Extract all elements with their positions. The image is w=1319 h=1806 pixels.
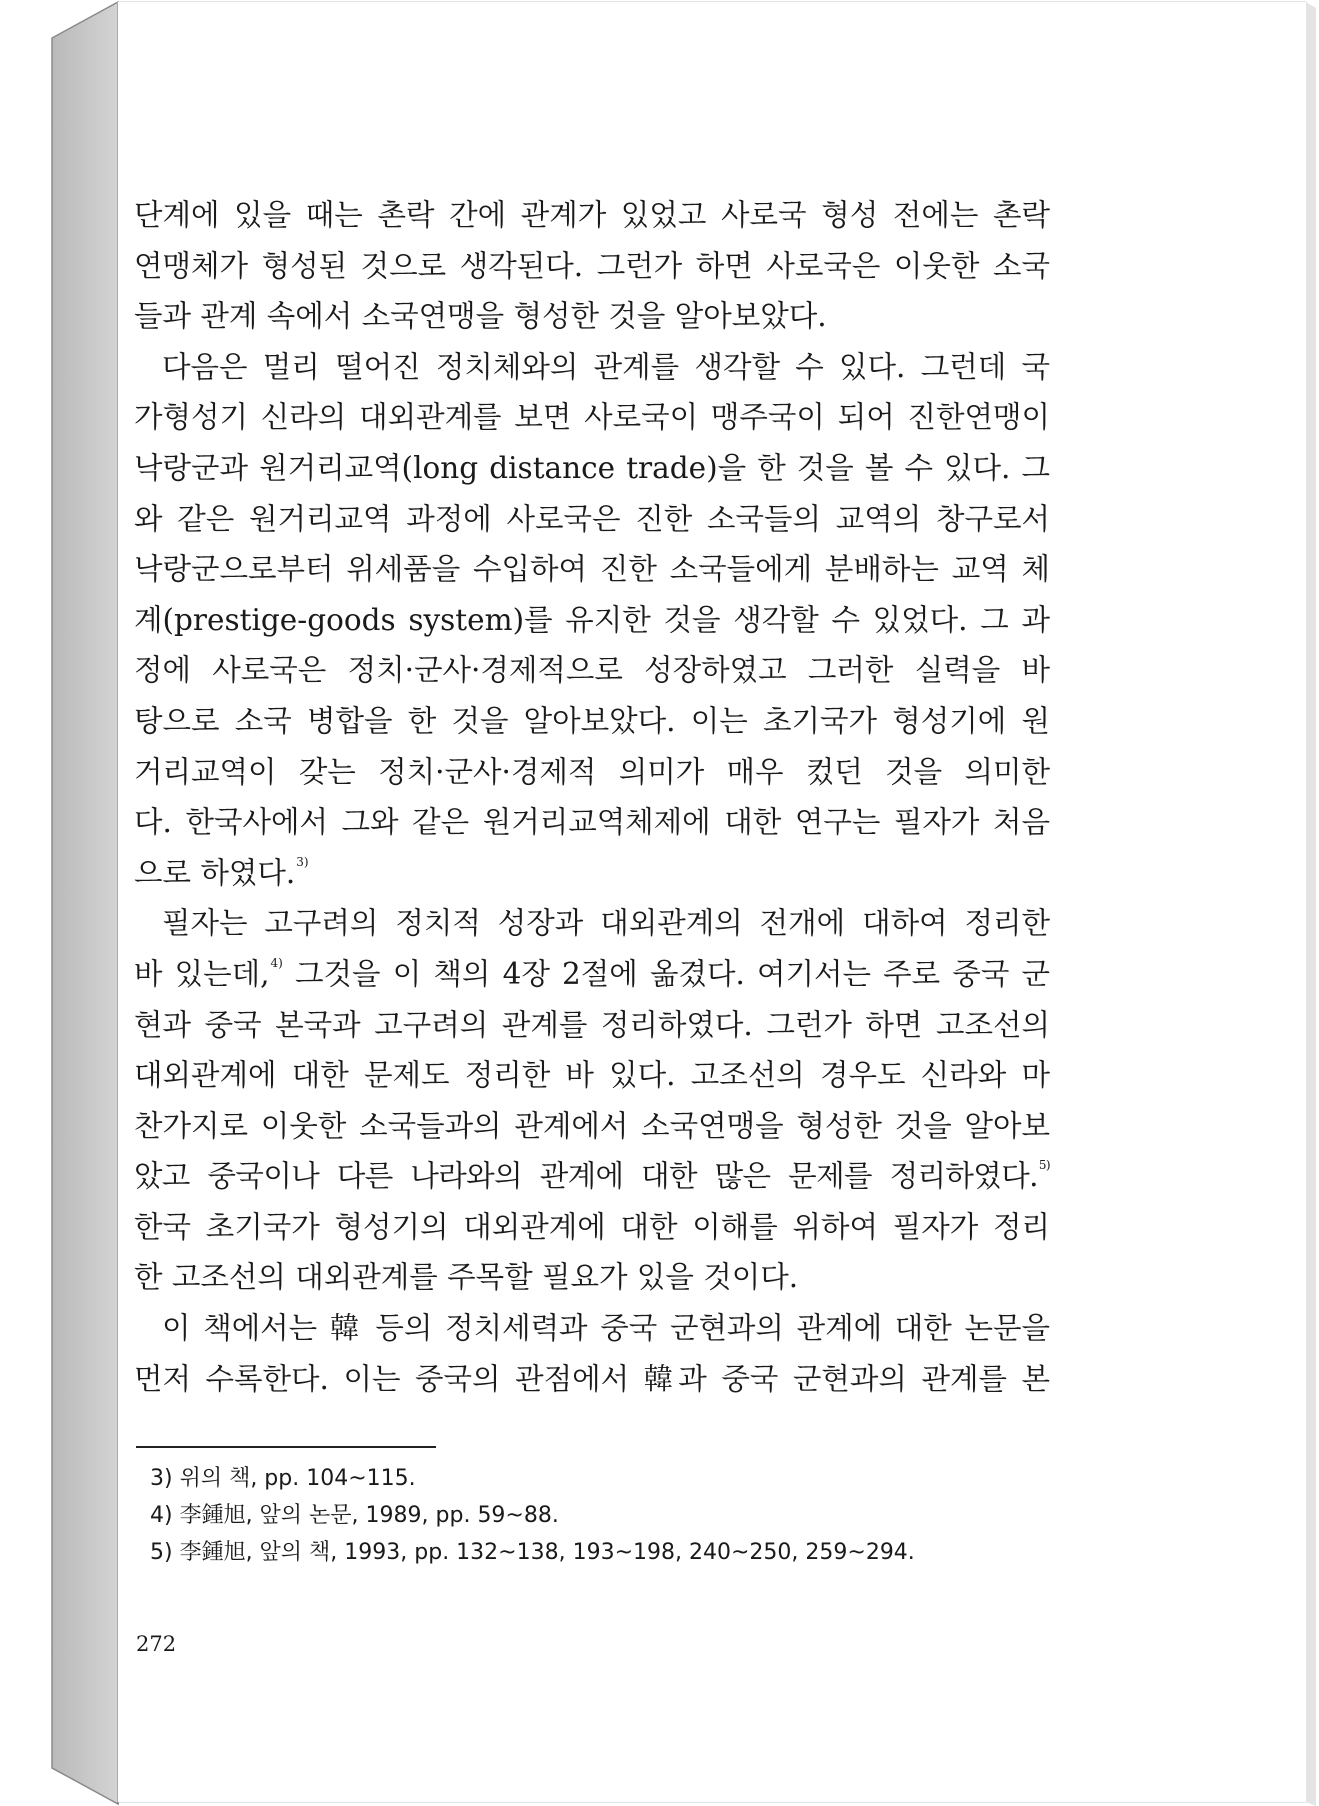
paragraph-2-line-11-text: 으로 하였다. — [134, 855, 296, 890]
paragraph-4-line-2: 먼저 수록한다. 이는 중국의 관점에서 韓과 중국 군현과의 관계를 본 — [134, 1361, 1050, 1396]
footnote-ref-5: 5) — [1038, 1158, 1050, 1173]
paragraph-3-line-4: 대외관계에 대한 문제도 정리한 바 있다. 고조선의 경우도 신라와 마 — [134, 1058, 1050, 1093]
footnote-ref-4: 4) — [270, 955, 283, 970]
paragraph-3-line-6-text: 았고 중국이나 다른 나라와의 관계에 대한 많은 문제를 정리하였다. — [134, 1159, 1038, 1194]
paragraph-2-line-5: 낙랑군으로부터 위세품을 수입하여 진한 소국들에게 분배하는 교역 체 — [134, 552, 1050, 587]
paragraph-3-line-8: 한 고조선의 대외관계를 주목할 필요가 있을 것이다. — [134, 1260, 799, 1295]
paragraph-3-line-5: 찬가지로 이웃한 소국들과의 관계에서 소국연맹을 형성한 것을 알아보 — [134, 1108, 1050, 1143]
paragraph-2-line-9: 거리교역이 갖는 정치·군사·경제적 의미가 매우 컸던 것을 의미한 — [134, 754, 1050, 789]
paragraph-3-line-6 — [134, 1151, 1050, 1202]
paragraph-2-line-11 — [134, 848, 1050, 899]
paragraph-2-line-3: 낙랑군과 원거리교역(long distance trade)을 한 것을 볼 수 있다. 그 — [134, 450, 1050, 485]
paragraph-3-line-2-text: 바 있는데, — [134, 956, 270, 991]
paragraph-2-line-10: 다. 한국사에서 그와 같은 원거리교역체제에 대한 연구는 필자가 처음 — [134, 805, 1050, 840]
footnote-4: 4) 李鍾旭, 앞의 논문, 1989, pp. 59~88. — [150, 1503, 559, 1528]
body-text — [134, 190, 1050, 1404]
paragraph-2-line-6: 계(prestige-goods system)를 유지한 것을 생각할 수 있었다. 그 과 — [134, 602, 1050, 637]
paragraph-1-line-2: 연맹체가 형성된 것으로 생각된다. 그런가 하면 사로국은 이웃한 소국 — [134, 248, 1050, 283]
paragraph-3-line-3: 현과 중국 본국과 고구려의 관계를 정리하였다. 그런가 하면 고조선의 — [134, 1007, 1050, 1042]
paragraph-2-line-7: 정에 사로국은 정치·군사·경제적으로 성장하였고 그러한 실력을 바 — [134, 653, 1050, 688]
paragraph-3-line-7: 한국 초기국가 형성기의 대외관계에 대한 이해를 위하여 필자가 정리 — [134, 1209, 1050, 1244]
paragraph-4-line-1: 이 책에서는 韓 등의 정치세력과 중국 군현과의 관계에 대한 논문을 — [162, 1311, 1050, 1346]
paragraph-3-line-1: 필자는 고구려의 정치적 성장과 대외관계의 전개에 대하여 정리한 — [162, 906, 1050, 941]
paragraph-1-line-1: 단계에 있을 때는 촌락 간에 관계가 있었고 사로국 형성 전에는 촌락 — [134, 198, 1050, 232]
paragraph-2-line-2: 가형성기 신라의 대외관계를 보면 사로국이 맹주국이 되어 진한연맹이 — [134, 400, 1050, 435]
footnote-separator-rule — [136, 1446, 436, 1448]
page-number: 272 — [136, 1632, 177, 1656]
paragraph-2-line-8: 탕으로 소국 병합을 한 것을 알아보았다. 이는 초기국가 형성기에 원 — [134, 703, 1050, 738]
paragraph-3-line-2-rest: 그것을 이 책의 4장 2절에 옮겼다. 여기서는 주로 중국 군 — [282, 956, 1050, 991]
footnote-ref-3: 3) — [296, 854, 309, 869]
footnote-3: 3) 위의 책, pp. 104~115. — [150, 1466, 416, 1491]
footnotes — [150, 1460, 970, 1571]
paragraph-1-line-3: 들과 관계 속에서 소국연맹을 형성한 것을 알아보았다. — [134, 299, 827, 334]
paragraph-2-line-4: 와 같은 원거리교역 과정에 사로국은 진한 소국들의 교역의 창구로서 — [134, 501, 1050, 536]
paragraph-2-line-1: 다음은 멀리 떨어진 정치체와의 관계를 생각할 수 있다. 그런데 국 — [162, 349, 1050, 384]
footnote-5: 5) 李鍾旭, 앞의 책, 1993, pp. 132~138, 193~198, 240~250, 259~294. — [150, 1540, 915, 1565]
paragraph-3-line-2 — [134, 949, 1050, 1000]
